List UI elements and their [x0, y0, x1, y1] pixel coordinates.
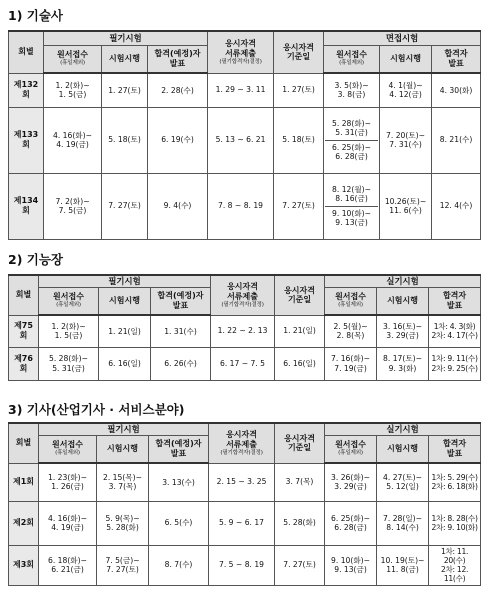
basis-cell: 5. 28(화): [275, 501, 325, 545]
result2-cell: 4. 30(화): [432, 73, 481, 107]
basis-cell: 1. 27(토): [274, 73, 324, 107]
section-title-2: 2) 기능장: [8, 252, 63, 267]
header-second-group: 실기시험: [325, 423, 481, 435]
result2-cell: 1차: 11. 20(수) 2차: 12. 11(수): [429, 545, 481, 585]
docs-cell: 1. 29 ~ 3. 11: [208, 73, 274, 107]
round-cell: 제134 회: [9, 173, 44, 239]
app2-cell: 7. 16(화)~ 7. 19(금): [325, 347, 377, 380]
app-cell: 1. 2(화)~ 1. 5(금): [44, 73, 102, 107]
result-cell: 3. 13(수): [149, 463, 209, 501]
header-written-group: 필기시험: [39, 275, 211, 287]
app2-cell: 3. 26(화)~ 3. 29(금): [325, 463, 377, 501]
header-exam2: 시험시행: [377, 435, 429, 463]
app2-second: 9. 10(화)~ 9. 13(금): [332, 208, 371, 227]
header-basis: 응시자격 기준일: [275, 275, 325, 315]
result-cell: 8. 7(수): [149, 545, 209, 585]
exam2-cell: 8. 17(토)~ 9. 3(화): [377, 347, 429, 380]
header-exam: 시험시행: [97, 435, 149, 463]
docs-cell: 1. 22 ~ 2. 13: [211, 315, 275, 347]
app2-first: 8. 12(월)~ 8. 16(금): [325, 183, 378, 207]
app-cell: 7. 2(화)~ 7. 5(금): [44, 173, 102, 239]
exam2-cell: 7. 28(일)~ 8. 14(수): [377, 501, 429, 545]
header-app: 원서접수 (휴일제외): [39, 287, 99, 315]
result2-cell: 8. 21(수): [432, 107, 481, 173]
basis-cell: 3. 7(목): [275, 463, 325, 501]
table-row: [9, 347, 481, 380]
header-written-group: 필기시험: [39, 423, 209, 435]
result2-cell: 1차: 5. 29(수) 2차: 6. 18(화): [429, 463, 481, 501]
result2-cell: 12. 4(수): [432, 173, 481, 239]
exam-cell: 2. 15(목)~ 3. 7(목): [97, 463, 149, 501]
result2-cell: 1차: 9. 11(수) 2차: 9. 25(수): [429, 347, 481, 380]
result-cell: 2. 28(수): [148, 73, 208, 107]
app2-split-cell: [324, 173, 380, 239]
exam-cell: 7. 27(토): [102, 173, 148, 239]
round-cell: 제133 회: [9, 107, 44, 173]
app-cell: 4. 16(화)~ 4. 19(금): [44, 107, 102, 173]
header-exam2: 시험시행: [380, 45, 432, 73]
table-row: [9, 545, 481, 585]
section-title-1: 1) 기술사: [8, 8, 63, 23]
header-round: 회별: [9, 31, 44, 73]
header-round: 회별: [9, 423, 39, 463]
header-result: 합격(예정)자 발표: [148, 45, 208, 73]
header-result2: 합격자 발표: [429, 287, 481, 315]
result2-cell: 1차: 4. 3(화) 2차: 4. 17(수): [429, 315, 481, 347]
exam2-cell: 10. 19(토)~ 11. 8(금): [377, 545, 429, 585]
header-second-group: 실기시험: [325, 275, 481, 287]
header-result2: 합격자 발표: [432, 45, 481, 73]
exam-cell: 5. 18(토): [102, 107, 148, 173]
table-row: [9, 107, 481, 173]
app2-second: 6. 25(화)~ 6. 28(금): [332, 142, 371, 161]
header-app: 원서접수 (휴일제외): [44, 45, 102, 73]
header-exam: 시험시행: [99, 287, 151, 315]
docs-cell: 7. 5 ~ 8. 19: [209, 545, 275, 585]
result-cell: 6. 26(수): [151, 347, 211, 380]
schedule-table-2: [8, 274, 481, 381]
app2-cell: 3. 5(화)~ 3. 8(금): [324, 73, 380, 107]
table-row: [9, 73, 481, 107]
docs-cell: 6. 17 ~ 7. 5: [211, 347, 275, 380]
exam2-cell: 4. 27(토)~ 5. 12(일): [377, 463, 429, 501]
round-cell: 제3회: [9, 545, 39, 585]
basis-cell: 7. 27(토): [275, 545, 325, 585]
header-result: 합격(예정)자 발표: [149, 435, 209, 463]
header-app2: 원서접수 (휴일제외): [325, 287, 377, 315]
header-app: 원서접수 (휴일제외): [39, 435, 97, 463]
app2-cell: 6. 25(화)~ 6. 28(금): [325, 501, 377, 545]
round-cell: 제76 회: [9, 347, 39, 380]
app2-cell: 2. 5(월)~ 2. 8(목): [325, 315, 377, 347]
round-cell: 제75 회: [9, 315, 39, 347]
exam2-cell: 3. 16(토)~ 3. 29(금): [377, 315, 429, 347]
app2-first: 5. 28(화)~ 5. 31(금): [325, 117, 378, 141]
result-cell: 6. 5(수): [149, 501, 209, 545]
app2-cell: 9. 10(화)~ 9. 13(금): [325, 545, 377, 585]
app-cell: 4. 16(화)~ 4. 19(금): [39, 501, 97, 545]
schedule-table-3: [8, 422, 481, 586]
table-row: [9, 173, 481, 239]
header-basis: 응시자격 기준일: [275, 423, 325, 463]
table-row: [9, 315, 481, 347]
header-written-group: 필기시험: [44, 31, 208, 45]
basis-cell: 7. 27(토): [274, 173, 324, 239]
docs-cell: 2. 15 ~ 3. 25: [209, 463, 275, 501]
header-second-group: 면접시험: [324, 31, 481, 45]
basis-cell: 5. 18(토): [274, 107, 324, 173]
header-app2: 원서접수 (휴일제외): [325, 435, 377, 463]
basis-cell: 1. 21(일): [275, 315, 325, 347]
result-cell: 6. 19(수): [148, 107, 208, 173]
round-cell: 제2회: [9, 501, 39, 545]
app2-split-cell: [324, 107, 380, 173]
exam2-cell: 4. 1(월)~ 4. 12(금): [380, 73, 432, 107]
basis-cell: 6. 16(일): [275, 347, 325, 380]
header-result2: 합격자 발표: [429, 435, 481, 463]
app-cell: 6. 18(화)~ 6. 21(금): [39, 545, 97, 585]
app-cell: 5. 28(화)~ 5. 31(금): [39, 347, 99, 380]
round-cell: 제1회: [9, 463, 39, 501]
exam-cell: 1. 27(토): [102, 73, 148, 107]
exam-cell: 1. 21(일): [99, 315, 151, 347]
header-app2: 원서접수 (휴일제외): [324, 45, 380, 73]
exam-cell: 5. 9(목)~ 5. 28(화): [97, 501, 149, 545]
docs-cell: 5. 9 ~ 6. 17: [209, 501, 275, 545]
app-cell: 1. 2(화)~ 1. 5(금): [39, 315, 99, 347]
header-round: 회별: [9, 275, 39, 315]
header-basis: 응시자격 기준일: [274, 31, 324, 73]
section-title-3: 3) 기사(산업기사 · 서비스분야): [8, 402, 185, 417]
header-exam2: 시험시행: [377, 287, 429, 315]
app-cell: 1. 23(화)~ 1. 26(금): [39, 463, 97, 501]
round-cell: 제132 회: [9, 73, 44, 107]
result-cell: 1. 31(수): [151, 315, 211, 347]
header-docs: 응시자격 서류제출 (필기합격자)결정): [208, 31, 274, 73]
table-row: [9, 501, 481, 545]
exam-cell: 6. 16(일): [99, 347, 151, 380]
exam2-cell: 10.26(토)~ 11. 6(수): [380, 173, 432, 239]
header-docs: 응시자격 서류제출 (필기합격자)결정): [211, 275, 275, 315]
docs-cell: 5. 13 ~ 6. 21: [208, 107, 274, 173]
header-exam: 시험시행: [102, 45, 148, 73]
schedule-table-1: [8, 30, 481, 240]
exam2-cell: 7. 20(토)~ 7. 31(수): [380, 107, 432, 173]
result-cell: 9. 4(수): [148, 173, 208, 239]
table-row: [9, 463, 481, 501]
result2-cell: 1차: 8. 28(수) 2차: 9. 10(화): [429, 501, 481, 545]
header-docs: 응시자격 서류제출 (필기합격자)결정): [209, 423, 275, 463]
exam-cell: 7. 5(금)~ 7. 27(토): [97, 545, 149, 585]
docs-cell: 7. 8 ~ 8. 19: [208, 173, 274, 239]
header-result: 합격(예정)자 발표: [151, 287, 211, 315]
